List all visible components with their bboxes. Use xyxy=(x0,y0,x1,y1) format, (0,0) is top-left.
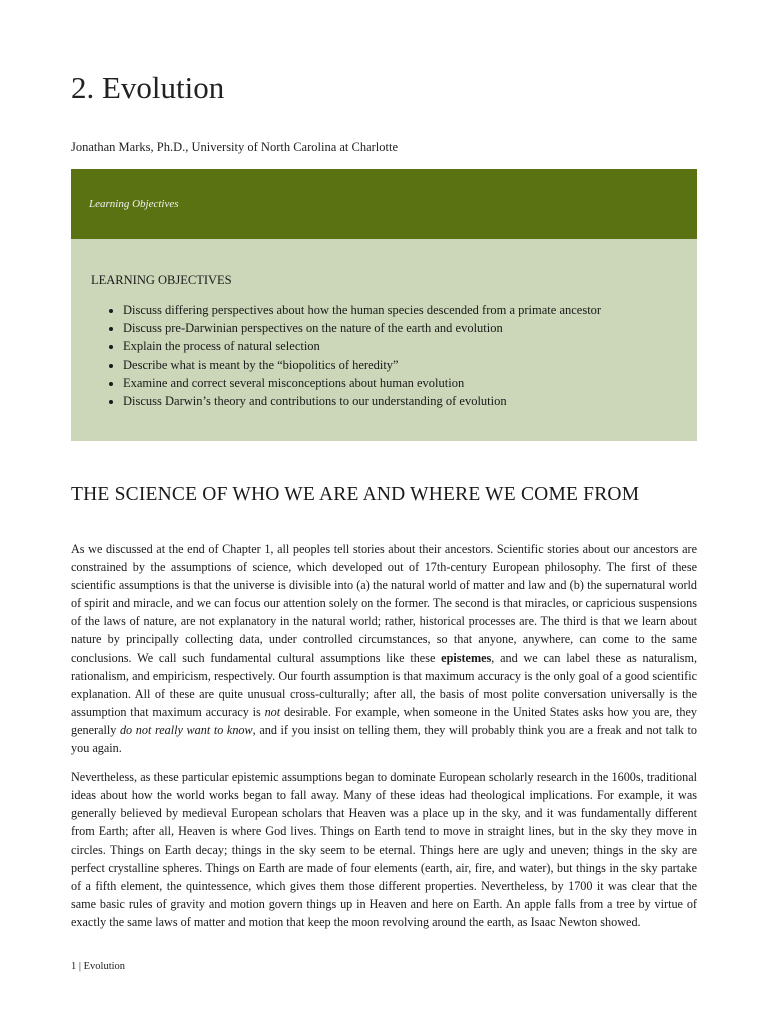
footer-separator: | xyxy=(78,961,81,972)
list-item: • Examine and correct several misconceptions about human evolution xyxy=(123,374,677,392)
emphasis-phrase: do not really want to know xyxy=(119,722,253,737)
episteme-term: epistemes xyxy=(441,650,492,665)
learning-objectives-header xyxy=(71,169,697,239)
author-line: Jonathan Marks, Ph.D., University of North Carolina at Charlotte xyxy=(71,140,399,154)
paragraph-1-part-3: desirable. For example, when someone in the United States asks how you are, they generally xyxy=(71,704,697,737)
learning-objectives-body xyxy=(71,239,697,441)
paragraph-1-part-1: As we discussed at the end of Chapter 1, all peoples tell stories about their ancestors. Scientific stories about our ancestors are constrained by the assumptions of science, which developed out of 17th-century European philosophy. The first of these scientific assumptions is that the universe is divisible into (a) the natural world of matter and law and (b) the supernatural world of spirit and miracle, and we can focus our attention solely on the former. The second is that miracles, or capricious suspensions of the laws of nature, are not explanatory in the natural world; rather, historical processes are. The third is that we learn about nature by principally collecting data, under controlled circumstances, so that anyone, anywhere, can come to the same conclusions. We call such fundamental cultural assumptions like these xyxy=(71,542,697,665)
list-item: • Discuss Darwin’s theory and contributions to our understanding of evolution xyxy=(123,392,677,410)
body-text xyxy=(71,540,697,942)
paragraph-1 xyxy=(71,540,697,757)
list-item: • Explain the process of natural selection xyxy=(123,337,677,355)
list-item: • Discuss pre-Darwinian perspectives on the nature of the earth and evolution xyxy=(123,319,677,337)
page-footer xyxy=(71,961,125,972)
paragraph-1-part-2: , and we can label these as naturalism, rationalism, and empiricism, respectively. Our fourth assumption is that maximum accuracy is the only goal of a good scientific explanation. All of these are quite unusual cross-culturally; after all, the basis of most polite conversation universally is the assumption that maximum accuracy is xyxy=(71,650,697,719)
section-title: THE SCIENCE OF WHO WE ARE AND WHERE WE COME FROM xyxy=(71,484,640,505)
list-item: • Describe what is meant by the “biopolitics of heredity” xyxy=(123,356,677,374)
paragraph-1-part-4: , and if you insist on telling them, they will probably think you are a freak and not talk to you again. xyxy=(71,722,697,756)
paragraph-2: Nevertheless, as these particular epistemic assumptions began to dominate European scholarly research in the 1600s, traditional ideas about how the world works began to fall away. Many of these ideas had theological implications. For example, it was generally believed by medieval European scholars that Heaven was a place up in the sky, and it was fundamentally different from Earth; after all, Heaven is where God lives. Things on Earth tend to move in straight lines, but in the sky they move in circles. Things on Earth decay; things in the sky seem to be eternal. Things here are ugly and uneven; things in the sky are perfect crystalline spheres. Things on Earth are made of four elements (earth, air, fire, and water), but things in the sky partake of a fifth element, the quintessence, which gives them those different properties. Nevertheless, by 1700 it was clear that the same basic rules of gravity and motion govern things up in Heaven and here on Earth. An apple falls from a tree by virtue of exactly the same laws of matter and motion that keep the moon revolving around the earth, as Isaac Newton showed. xyxy=(71,770,697,929)
list-item: • Discuss differing perspectives about how the human species descended from a primate ancestor xyxy=(123,301,677,319)
learning-objectives-box xyxy=(71,169,697,441)
footer-chapter-label: Evolution xyxy=(83,961,126,972)
emphasis-not: not xyxy=(264,704,281,719)
learning-objectives-heading: LEARNING OBJECTIVES xyxy=(91,273,232,287)
chapter-title: 2. Evolution xyxy=(71,70,225,105)
learning-objectives-header-label: Learning Objectives xyxy=(89,198,179,210)
page-number: 1 xyxy=(71,961,77,972)
learning-objectives-list xyxy=(91,301,677,410)
